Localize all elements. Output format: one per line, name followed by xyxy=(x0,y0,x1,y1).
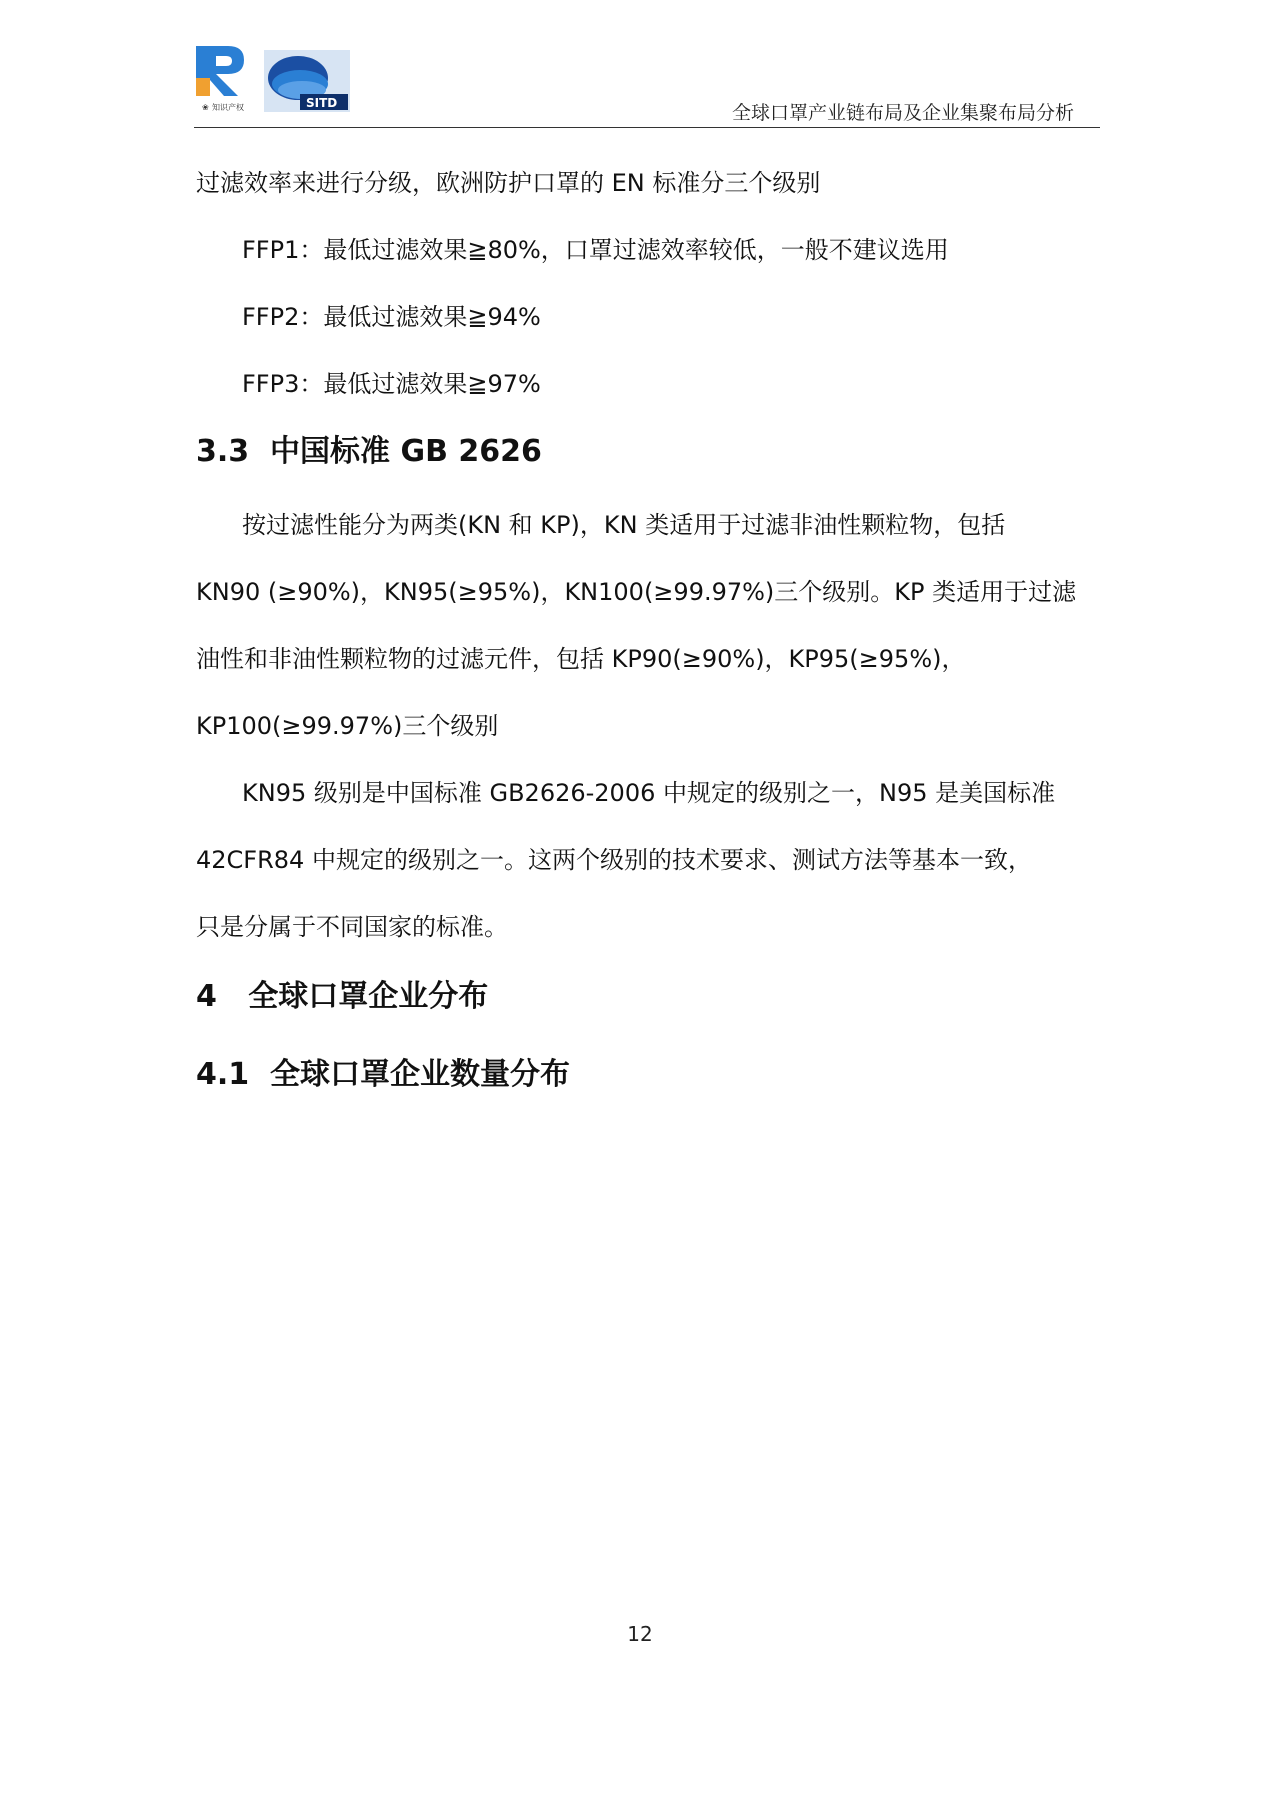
svg-text:❀: ❀ xyxy=(202,103,209,112)
section-number: 3.3 xyxy=(196,434,250,469)
svg-text:SITD: SITD xyxy=(306,96,338,110)
section-number: 4 xyxy=(196,979,217,1014)
paragraph-gb2626 xyxy=(196,492,1098,760)
header-divider xyxy=(194,127,1100,128)
paragraph-line: 按过滤性能分为两类(KN 和 KP)，KN 类适用于过滤非油性颗粒物，包括 xyxy=(242,511,1006,539)
paragraph-line: KN95 级别是中国标准 GB2626-2006 中规定的级别之一，N95 是美国标准 xyxy=(242,779,1056,807)
page-number: 12 xyxy=(627,1622,653,1646)
section-number: 4.1 xyxy=(196,1057,250,1092)
ffp2-item: FFP2：最低过滤效果≧94% xyxy=(242,303,541,331)
section-title: 全球口罩企业数量分布 xyxy=(270,1057,571,1092)
ffp1-item: FFP1：最低过滤效果≧80%，口罩过滤效率较低，一般不建议选用 xyxy=(242,236,949,264)
paragraph-line: 油性和非油性颗粒物的过滤元件，包括 KP90(≥90%)，KP95(≥95%)， xyxy=(196,645,966,673)
sitd-logo-icon xyxy=(264,50,350,112)
page-header xyxy=(194,44,1100,130)
paragraph-line: 只是分属于不同国家的标准。 xyxy=(196,913,508,941)
paragraph-en-standard: 过滤效率来进行分级，欧洲防护口罩的 EN 标准分三个级别 xyxy=(196,169,821,197)
section-heading-4-1 xyxy=(196,1049,1098,1101)
section-title: 全球口罩企业分布 xyxy=(248,979,489,1014)
paragraph-line: KN90 (≥90%)，KN95(≥95%)，KN100(≥99.97%)三个级别。KP 类适用于过滤 xyxy=(196,578,1077,606)
document-title: 全球口罩产业链布局及企业集聚布局分析 xyxy=(731,102,1074,124)
page-body xyxy=(196,150,1098,1101)
r-logo-icon xyxy=(194,44,248,116)
paragraph-kn95-n95 xyxy=(196,760,1098,961)
section-heading-3-3 xyxy=(196,428,1098,476)
paragraph-line: 42CFR84 中规定的级别之一。这两个级别的技术要求、测试方法等基本一致， xyxy=(196,846,1032,874)
ffp3-item: FFP3：最低过滤效果≧97% xyxy=(242,370,541,398)
svg-text:知识产权: 知识产权 xyxy=(212,103,244,112)
section-heading-4 xyxy=(196,971,1098,1023)
paragraph-line: KP100(≥99.97%)三个级别 xyxy=(196,712,499,740)
section-title: 中国标准 GB 2626 xyxy=(270,434,542,469)
